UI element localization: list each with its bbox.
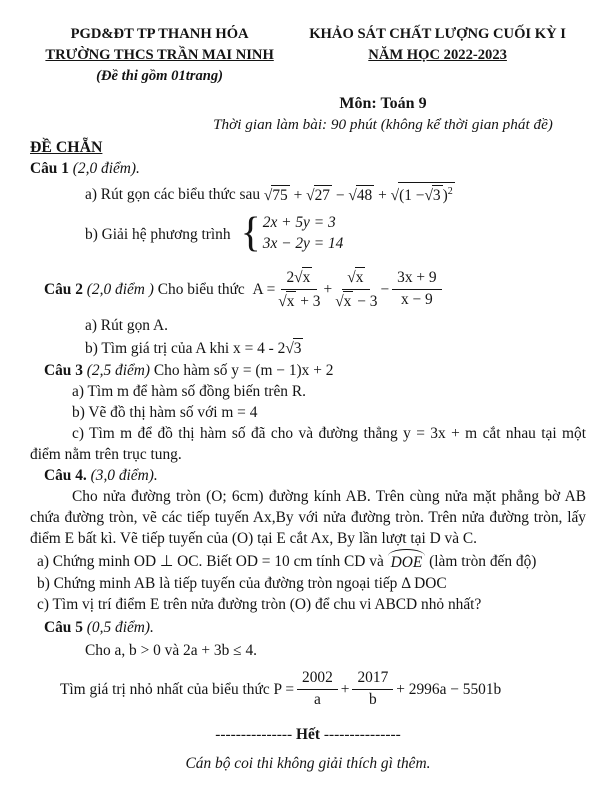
- q4-part-a: [30, 549, 586, 573]
- sqrt-48: [348, 185, 374, 204]
- denominator: [278, 290, 320, 311]
- sqrt-x: [294, 267, 312, 286]
- q2-title-row: [30, 263, 586, 315]
- operator-plus: +: [378, 187, 387, 204]
- q3-title-row: [30, 360, 586, 381]
- sqrt-x: [347, 267, 365, 286]
- q1-part-b: [30, 211, 586, 257]
- numerator: [342, 267, 370, 289]
- q4-part-b: b) Chứng minh AB là tiếp tuyến của đường tròn ngoại tiếp Δ DOC: [37, 575, 447, 592]
- proctor-note: Cán bộ coi thi không giải thích gì thêm.: [185, 755, 431, 772]
- q4-number: Câu 4.: [44, 467, 87, 484]
- operator-minus: −: [380, 280, 390, 298]
- operator-plus: +: [293, 187, 303, 204]
- radical-sign: √: [390, 187, 400, 204]
- q4a-note: (làm tròn đến độ): [429, 552, 537, 570]
- q2-part-b: [30, 336, 586, 360]
- q1b-label: b) Giải hệ phương trình: [85, 225, 231, 243]
- subject-line: Môn: Toán 9: [339, 95, 427, 112]
- q1-title: [30, 158, 586, 179]
- sqrt-x: [278, 291, 296, 310]
- radical-sign: √: [294, 269, 303, 287]
- operator-plus: +: [323, 280, 333, 298]
- radical-sign: √: [424, 187, 433, 204]
- radical-sign: √: [263, 187, 273, 204]
- inner-close: ): [442, 187, 448, 204]
- q3-part-c: c) Tìm m để đồ thị hàm số đã cho và đường thẳng y = 3x + m cắt nhau tại một điểm nằm trên trục tung.: [30, 425, 586, 463]
- exponent: 2: [447, 185, 453, 197]
- denominator: a: [313, 690, 321, 708]
- fraction-2017-b: [352, 669, 393, 709]
- q5-points: (0,5 điểm).: [86, 619, 154, 636]
- q5-find-text: Tìm giá trị nhỏ nhất của biểu thức P =: [60, 680, 295, 698]
- denominator: x − 9: [400, 290, 433, 308]
- radical-sign: √: [335, 292, 344, 310]
- page-count-note: (Đề thi gồm 01trang): [96, 68, 224, 84]
- radical-sign: √: [306, 187, 315, 204]
- fraction-3: [392, 269, 441, 309]
- q1-points: (2,0 điểm).: [72, 160, 140, 177]
- q4a-text: a) Chứng minh OD ⊥ OC. Biết OD = 10 cm tính CD và: [37, 552, 384, 570]
- angle-doe: DOE: [388, 549, 426, 573]
- q1-part-a: [30, 179, 586, 209]
- fraction-2002-a: [297, 669, 338, 709]
- radicand: 3: [432, 187, 441, 204]
- den-rest: + 3: [300, 292, 321, 310]
- equation-system: [240, 210, 344, 257]
- dashes-left: ---------------: [215, 726, 293, 743]
- q3-points: (2,5 điểm): [86, 362, 151, 379]
- radicand: [398, 182, 455, 204]
- numerator: 2017: [352, 669, 393, 689]
- numerator: [281, 267, 317, 289]
- radical-sign: √: [285, 340, 294, 358]
- q2-intro: Cho biểu thức: [157, 280, 245, 298]
- radicand: x: [355, 269, 364, 287]
- end-label: Hết: [296, 726, 320, 743]
- numerator: 2002: [297, 669, 338, 689]
- left-brace: {: [240, 210, 261, 257]
- q4-title: [30, 465, 586, 486]
- q2-lhs: A =: [252, 280, 276, 298]
- radical-sign: √: [347, 269, 356, 287]
- header: [30, 24, 586, 87]
- q4-part-c: c) Tìm vị trí điểm E trên nửa đường tròn (O) để chu vi ABCD nhỏ nhất?: [37, 596, 482, 613]
- operator-minus: −: [335, 187, 345, 204]
- equation-2: 3x − 2y = 14: [262, 235, 344, 252]
- sqrt-x: [335, 291, 353, 310]
- q3-part-a: a) Tìm m để hàm số đồng biến trên R.: [72, 383, 306, 400]
- q1a-expression: [264, 182, 455, 206]
- q1a-label: a) Rút gọn các biểu thức sau: [85, 185, 261, 203]
- numerator: 3x + 9: [392, 269, 441, 289]
- coefficient: 2: [286, 269, 295, 287]
- radicand: 3: [293, 340, 302, 358]
- org-name: PGD&ĐT TP THANH HÓA: [70, 26, 249, 42]
- radical-sign: √: [348, 187, 357, 204]
- sqrt-27: [306, 185, 332, 204]
- equation-1: 2x + 5y = 3: [262, 214, 336, 232]
- denominator: b: [369, 690, 377, 708]
- inner-open: (1 −: [399, 187, 425, 204]
- sqrt-75: [264, 185, 290, 204]
- school-name: TRƯỜNG THCS TRẦN MAI NINH: [45, 47, 274, 63]
- q3-number: Câu 3: [44, 362, 83, 379]
- operator-plus: +: [340, 680, 350, 698]
- q4-points: (3,0 điểm).: [90, 467, 158, 484]
- fraction-2: [335, 267, 377, 311]
- radical-sign: √: [278, 292, 287, 310]
- fraction-1: [278, 267, 320, 311]
- sqrt-3: [285, 338, 303, 357]
- exam-title-block: [289, 24, 586, 87]
- exam-title-line1: KHẢO SÁT CHẤT LƯỢNG CUỐI KỲ I: [309, 26, 566, 42]
- q2b-text: b) Tìm giá trị của A khi x = 4 - 2: [85, 339, 286, 357]
- exam-code: ĐỀ CHẴN: [30, 139, 103, 156]
- q3-intro: Cho hàm số y = (m − 1)x + 2: [153, 362, 334, 379]
- denominator: [335, 290, 377, 311]
- system-equations: [263, 213, 344, 255]
- duration-line: Thời gian làm bài: 90 phút (không kể thời gian phát đề): [213, 116, 553, 133]
- q2-points: (2,0 điểm ): [86, 280, 154, 298]
- q5-find-row: [30, 664, 586, 714]
- q1-number: Câu 1: [30, 160, 69, 177]
- radicand: x: [343, 292, 352, 310]
- sqrt-outer: [391, 182, 455, 204]
- subject-block: [150, 93, 616, 135]
- radicand: 75: [272, 187, 288, 204]
- q5-number: Câu 5: [44, 619, 83, 636]
- q2-part-a: a) Rút gọn A.: [85, 317, 168, 334]
- q5-title: [30, 617, 586, 638]
- issuing-org-block: [30, 24, 289, 87]
- radicand: 48: [356, 187, 373, 204]
- dashes-right: ---------------: [323, 726, 401, 743]
- q2-number: Câu 2: [44, 280, 83, 298]
- den-rest: − 3: [357, 292, 378, 310]
- q4-intro: Cho nửa đường tròn (O; 6cm) đường kính AB. Trên cùng nửa mặt phẳng bờ AB chứa đường tròn, vẽ các tiếp tuyến Ax,By với nửa đường tròn. Trên nửa đường tròn, lấy điểm E bất kì. Vẽ tiếp tuyến của (O) tại E cắt Ax, By lần lượt tại D và C.: [30, 488, 586, 547]
- end-line: [30, 724, 586, 745]
- radicand: 27: [314, 187, 330, 204]
- radicand: x: [302, 269, 311, 287]
- q3-part-b: b) Vẽ đồ thị hàm số với m = 4: [72, 404, 258, 421]
- sqrt-3: [424, 185, 442, 204]
- radicand: x: [286, 292, 295, 310]
- exam-title-line2: NĂM HỌC 2022-2023: [368, 47, 507, 63]
- q5-given: Cho a, b > 0 và 2a + 3b ≤ 4.: [85, 641, 257, 659]
- q5-tail: + 2996a − 5501b: [396, 680, 502, 698]
